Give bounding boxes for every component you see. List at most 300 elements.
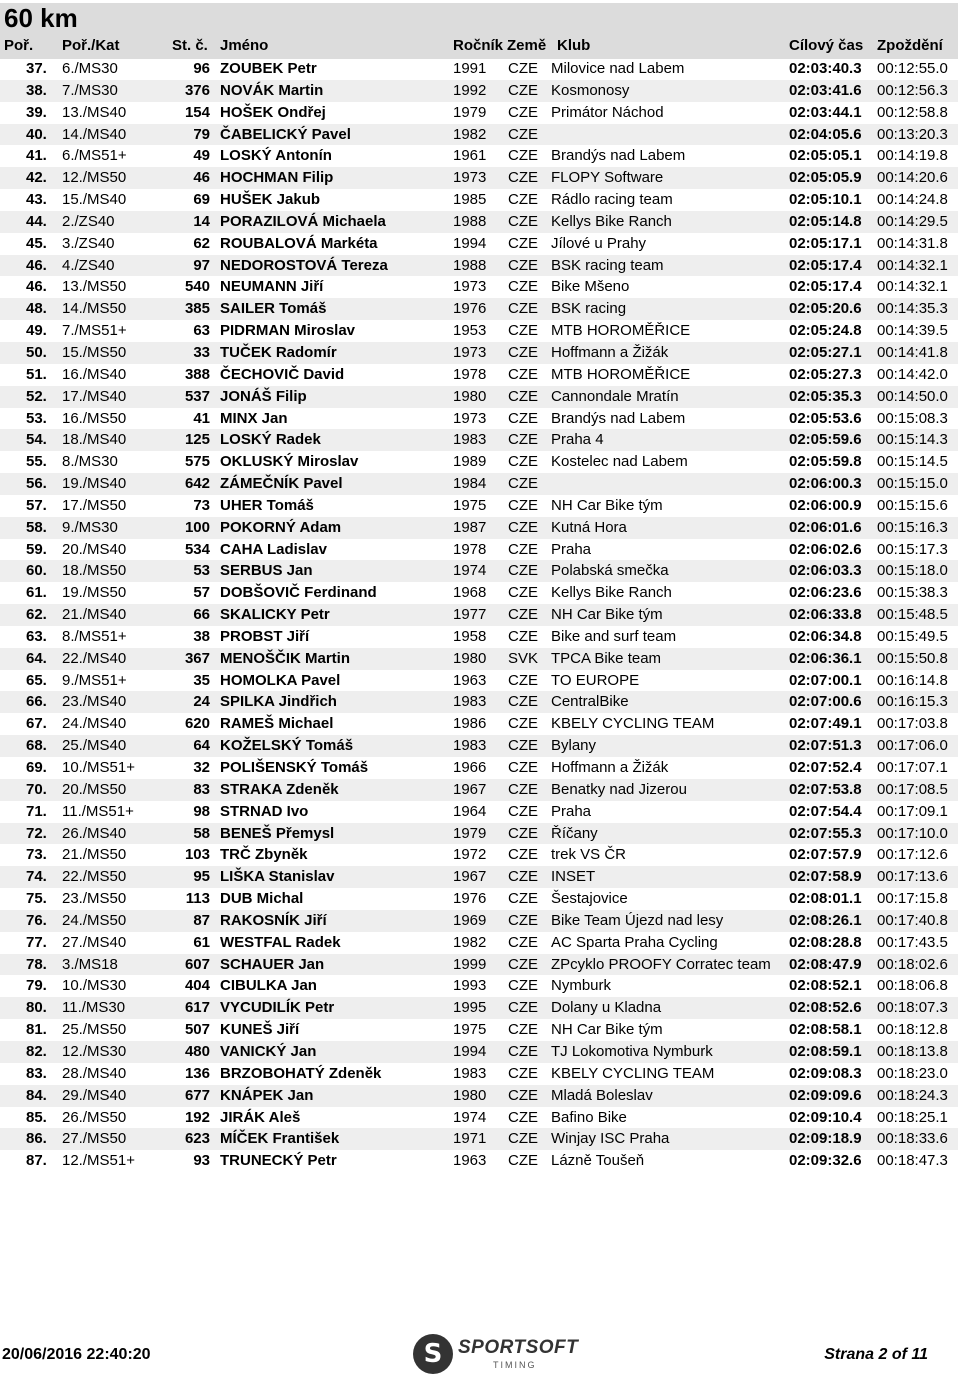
table-row	[0, 495, 958, 517]
name-cell: SERBUS Jan	[220, 562, 313, 580]
name-cell: HUŠEK Jakub	[220, 191, 321, 209]
bib-cell: 41	[193, 409, 210, 427]
finish-time-cell: 02:07:00.6	[789, 693, 862, 711]
bib-cell: 534	[184, 540, 210, 558]
country-cell: CZE	[508, 606, 538, 624]
year-cell: 1987	[453, 518, 487, 536]
club-cell: Praha	[551, 802, 592, 820]
header-bib: St. č.	[172, 37, 208, 54]
club-cell: Cannondale Mratín	[551, 387, 679, 405]
rank-cell: 54.	[26, 431, 47, 449]
year-cell: 1983	[453, 693, 487, 711]
category-cell: 8./MS30	[62, 453, 118, 471]
table-row	[0, 408, 958, 430]
country-cell: CZE	[508, 343, 538, 361]
country-cell: CZE	[508, 955, 538, 973]
name-cell: KOŽELSKÝ Tomáš	[220, 737, 354, 755]
country-cell: CZE	[508, 693, 538, 711]
category-cell: 16./MS40	[62, 365, 127, 383]
finish-time-cell: 02:08:28.8	[789, 933, 862, 951]
table-row	[0, 167, 958, 189]
club-cell: Brandýs nad Labem	[551, 409, 686, 427]
club-cell: Dolany u Kladna	[551, 999, 662, 1017]
name-cell: SCHAUER Jan	[220, 955, 325, 973]
finish-time-cell: 02:07:52.4	[789, 759, 862, 776]
gap-cell: 00:15:14.3	[877, 431, 948, 449]
gap-cell: 00:12:55.0	[877, 60, 948, 77]
name-cell: HOŠEK Ondřej	[220, 103, 326, 121]
bib-cell: 607	[184, 955, 210, 973]
category-cell: 11./MS51+	[62, 802, 134, 820]
gap-cell: 00:17:09.1	[877, 802, 948, 820]
name-cell: WESTFAL Radek	[220, 933, 341, 951]
rank-cell: 55.	[26, 453, 47, 471]
year-cell: 1963	[453, 1152, 487, 1170]
club-cell: Hoffmann a Žižák	[551, 343, 669, 361]
club-cell: FLOPY Software	[551, 169, 664, 187]
gap-cell: 00:14:32.1	[877, 256, 948, 274]
category-cell: 9./MS51+	[62, 671, 127, 689]
gap-cell: 00:18:33.6	[877, 1130, 948, 1148]
bib-cell: 66	[193, 606, 210, 624]
table-row	[0, 364, 958, 386]
bib-cell: 154	[184, 103, 210, 121]
year-cell: 1973	[453, 343, 487, 361]
bib-cell: 32	[193, 759, 210, 776]
name-cell: LOSKÝ Antonín	[220, 147, 332, 165]
rank-cell: 64.	[26, 649, 47, 667]
name-cell: ČECHOVIČ David	[220, 365, 345, 383]
club-cell: Bylany	[551, 737, 597, 755]
year-cell: 1971	[453, 1130, 487, 1148]
finish-time-cell: 02:09:08.3	[789, 1064, 862, 1082]
club-cell: Šestajovice	[551, 890, 628, 908]
finish-time-cell: 02:06:34.8	[789, 627, 862, 645]
header-finish-time: Cílový čas	[789, 37, 864, 54]
gap-cell: 00:17:43.5	[877, 933, 948, 951]
table-row	[0, 823, 958, 845]
header-name: Jméno	[220, 37, 269, 54]
name-cell: HOMOLKA Pavel	[220, 671, 341, 689]
category-cell: 12./MS50	[62, 169, 127, 187]
club-cell: KBELY CYCLING TEAM	[551, 715, 715, 733]
year-cell: 1984	[453, 475, 487, 493]
table-row	[0, 713, 958, 735]
finish-time-cell: 02:07:58.9	[789, 868, 862, 886]
rank-cell: 87.	[26, 1152, 47, 1170]
gap-cell: 00:18:12.8	[877, 1021, 948, 1039]
finish-time-cell: 02:06:23.6	[789, 584, 862, 602]
table-row	[0, 517, 958, 539]
country-cell: CZE	[508, 365, 538, 383]
country-cell: CZE	[508, 999, 538, 1017]
name-cell: SKALICKY Petr	[220, 606, 330, 624]
gap-cell: 00:17:40.8	[877, 911, 948, 929]
year-cell: 1983	[453, 1064, 487, 1082]
country-cell: CZE	[508, 60, 538, 77]
name-cell: MÍČEK František	[220, 1130, 340, 1148]
club-cell: TPCA Bike team	[551, 649, 662, 667]
header-country: Země	[507, 37, 547, 54]
table-row	[0, 102, 958, 124]
year-cell: 1979	[453, 103, 487, 121]
rank-cell: 40.	[26, 125, 47, 143]
country-cell: CZE	[508, 518, 538, 536]
club-cell: Jílové u Prahy	[551, 234, 647, 252]
club-cell: Praha	[551, 540, 592, 558]
year-cell: 1994	[453, 1042, 487, 1060]
gap-cell: 00:16:14.8	[877, 671, 948, 689]
year-cell: 1953	[453, 322, 487, 340]
bib-cell: 103	[184, 846, 210, 864]
country-cell: CZE	[508, 81, 538, 99]
bib-cell: 96	[193, 60, 210, 77]
table-row	[0, 276, 958, 298]
bib-cell: 388	[184, 365, 210, 383]
category-cell: 7./MS51+	[62, 322, 127, 340]
sportsoft-logo	[413, 1332, 579, 1378]
rank-cell: 75.	[26, 890, 47, 908]
finish-time-cell: 02:05:27.3	[789, 365, 862, 383]
gap-cell: 00:18:06.8	[877, 977, 948, 995]
finish-time-cell: 02:03:44.1	[789, 103, 862, 121]
country-cell: CZE	[508, 627, 538, 645]
finish-time-cell: 02:07:51.3	[789, 737, 862, 755]
category-cell: 4./ZS40	[62, 256, 115, 274]
year-cell: 1974	[453, 1108, 487, 1126]
name-cell: STRAKA Zdeněk	[220, 780, 339, 798]
rank-cell: 73.	[26, 846, 47, 864]
country-cell: CZE	[508, 1108, 538, 1126]
rank-cell: 52.	[26, 387, 47, 405]
category-cell: 18./MS40	[62, 431, 127, 449]
country-cell: CZE	[508, 977, 538, 995]
rank-cell: 50.	[26, 343, 47, 361]
country-cell: CZE	[508, 256, 538, 274]
country-cell: CZE	[508, 802, 538, 820]
bib-cell: 376	[184, 81, 210, 99]
table-row	[0, 429, 958, 451]
table-row	[0, 844, 958, 866]
country-cell: CZE	[508, 759, 538, 776]
club-cell: TO EUROPE	[551, 671, 640, 689]
table-row	[0, 80, 958, 102]
finish-time-cell: 02:05:14.8	[789, 212, 862, 230]
category-cell: 12./MS51+	[62, 1152, 135, 1170]
table-row	[0, 888, 958, 910]
table-row	[0, 997, 958, 1019]
header-category: Poř./Kat	[62, 37, 120, 54]
finish-time-cell: 02:07:49.1	[789, 715, 862, 733]
bib-cell: 367	[184, 649, 210, 667]
gap-cell: 00:18:13.8	[877, 1042, 948, 1060]
category-cell: 22./MS40	[62, 649, 127, 667]
bib-cell: 53	[193, 562, 210, 580]
finish-time-cell: 02:03:40.3	[789, 60, 862, 77]
club-cell: Kosmonosy	[551, 81, 630, 99]
gap-cell: 00:14:31.8	[877, 234, 948, 252]
year-cell: 1983	[453, 431, 487, 449]
finish-time-cell: 02:08:52.6	[789, 999, 862, 1017]
bib-cell: 46	[193, 169, 210, 187]
bib-cell: 79	[193, 125, 210, 143]
bib-cell: 73	[193, 496, 210, 514]
name-cell: MINX Jan	[220, 409, 288, 427]
club-cell: KBELY CYCLING TEAM	[551, 1064, 715, 1082]
bib-cell: 33	[193, 343, 210, 361]
category-cell: 17./MS50	[62, 496, 127, 514]
category-cell: 9./MS30	[62, 518, 118, 536]
table-row	[0, 189, 958, 211]
bib-cell: 14	[193, 212, 210, 230]
year-cell: 1988	[453, 212, 487, 230]
club-cell: Kostelec nad Labem	[551, 453, 688, 471]
rank-cell: 57.	[26, 496, 47, 514]
rank-cell: 56.	[26, 475, 47, 493]
category-cell: 24./MS40	[62, 715, 127, 733]
table-row	[0, 320, 958, 342]
gap-cell: 00:15:48.5	[877, 606, 948, 624]
rank-cell: 48.	[26, 300, 47, 318]
finish-time-cell: 02:03:41.6	[789, 81, 862, 99]
year-cell: 1999	[453, 955, 487, 973]
country-cell: CZE	[508, 715, 538, 733]
rank-cell: 76.	[26, 911, 47, 929]
table-row	[0, 233, 958, 255]
gap-cell: 00:15:49.5	[877, 627, 948, 645]
rank-cell: 45.	[26, 234, 47, 252]
rank-cell: 46.	[26, 278, 47, 296]
gap-cell: 00:17:06.0	[877, 737, 948, 755]
category-cell: 3./ZS40	[62, 234, 115, 252]
table-row	[0, 582, 958, 604]
gap-cell: 00:18:47.3	[877, 1152, 948, 1170]
year-cell: 1977	[453, 606, 487, 624]
name-cell: ČABELICKÝ Pavel	[220, 125, 351, 143]
year-cell: 1978	[453, 540, 487, 558]
year-cell: 1973	[453, 278, 487, 296]
year-cell: 1986	[453, 715, 487, 733]
rank-cell: 83.	[26, 1064, 47, 1082]
bib-cell: 93	[193, 1152, 210, 1170]
category-cell: 17./MS40	[62, 387, 127, 405]
bib-cell: 57	[193, 584, 210, 602]
country-cell: CZE	[508, 103, 538, 121]
finish-time-cell: 02:08:59.1	[789, 1042, 862, 1060]
gap-cell: 00:15:16.3	[877, 518, 948, 536]
club-cell: Mladá Boleslav	[551, 1086, 653, 1104]
name-cell: VANICKÝ Jan	[220, 1042, 317, 1060]
finish-time-cell: 02:05:05.9	[789, 169, 862, 187]
club-cell: Bike Team Újezd nad lesy	[551, 911, 724, 929]
gap-cell: 00:15:18.0	[877, 562, 948, 580]
rank-cell: 84.	[26, 1086, 47, 1104]
country-cell: CZE	[508, 911, 538, 929]
results-table	[0, 58, 958, 1172]
table-row	[0, 648, 958, 670]
table-row	[0, 1041, 958, 1063]
rank-cell: 42.	[26, 169, 47, 187]
country-cell: CZE	[508, 1086, 538, 1104]
table-row	[0, 560, 958, 582]
club-cell: Brandýs nad Labem	[551, 147, 686, 165]
finish-time-cell: 02:04:05.6	[789, 125, 862, 143]
sportsoft-logo-icon	[413, 1334, 453, 1374]
country-cell: CZE	[508, 1042, 538, 1060]
rank-cell: 66.	[26, 693, 47, 711]
category-cell: 29./MS40	[62, 1086, 127, 1104]
category-cell: 8./MS51+	[62, 627, 127, 645]
year-cell: 1978	[453, 365, 487, 383]
rank-cell: 80.	[26, 999, 47, 1017]
country-cell: CZE	[508, 562, 538, 580]
table-row	[0, 670, 958, 692]
finish-time-cell: 02:07:55.3	[789, 824, 862, 842]
bib-cell: 617	[184, 999, 210, 1017]
header-year: Ročník	[453, 37, 504, 54]
table-row	[0, 473, 958, 495]
finish-time-cell: 02:09:10.4	[789, 1108, 862, 1126]
rank-cell: 39.	[26, 103, 47, 121]
name-cell: RAMEŠ Michael	[220, 715, 334, 733]
category-cell: 13./MS50	[62, 278, 127, 296]
finish-time-cell: 02:05:59.6	[789, 431, 862, 449]
club-cell: trek VS ČR	[551, 846, 627, 864]
finish-time-cell: 02:07:54.4	[789, 802, 862, 820]
table-row	[0, 757, 958, 779]
country-cell: CZE	[508, 234, 538, 252]
country-cell: CZE	[508, 737, 538, 755]
category-cell: 10./MS30	[62, 977, 127, 995]
year-cell: 1967	[453, 868, 487, 886]
rank-cell: 53.	[26, 409, 47, 427]
club-cell: TJ Lokomotiva Nymburk	[551, 1042, 713, 1060]
category-cell: 23./MS40	[62, 693, 127, 711]
logo-name: SPORTSOFT	[458, 1337, 579, 1358]
club-cell: Benatky nad Jizerou	[551, 780, 687, 798]
club-cell: Bafino Bike	[551, 1108, 627, 1126]
table-row	[0, 124, 958, 146]
club-cell: Polabská smečka	[551, 562, 669, 580]
bib-cell: 192	[184, 1108, 210, 1126]
rank-cell: 38.	[26, 81, 47, 99]
table-row	[0, 1107, 958, 1129]
name-cell: OKLUSKÝ Miroslav	[220, 453, 359, 471]
bib-cell: 49	[193, 147, 210, 165]
rank-cell: 74.	[26, 868, 47, 886]
country-cell: CZE	[508, 1021, 538, 1039]
category-cell: 15./MS50	[62, 343, 127, 361]
name-cell: PORAZILOVÁ Michaela	[220, 212, 386, 230]
name-cell: CIBULKA Jan	[220, 977, 317, 995]
rank-cell: 60.	[26, 562, 47, 580]
name-cell: CAHA Ladislav	[220, 540, 327, 558]
finish-time-cell: 02:05:24.8	[789, 322, 862, 340]
category-cell: 19./MS50	[62, 584, 127, 602]
name-cell: KUNEŠ Jiří	[220, 1021, 300, 1039]
year-cell: 1974	[453, 562, 487, 580]
gap-cell: 00:15:17.3	[877, 540, 948, 558]
finish-time-cell: 02:07:53.8	[789, 780, 862, 798]
table-row	[0, 954, 958, 976]
category-cell: 15./MS40	[62, 191, 127, 209]
finish-time-cell: 02:05:53.6	[789, 409, 862, 427]
country-cell: CZE	[508, 475, 538, 493]
name-cell: ZÁMEČNÍK Pavel	[220, 475, 343, 493]
year-cell: 1980	[453, 387, 487, 405]
club-cell: Lázně Toušeň	[551, 1152, 645, 1170]
table-row	[0, 1085, 958, 1107]
table-row	[0, 691, 958, 713]
year-cell: 1961	[453, 147, 487, 165]
category-cell: 20./MS50	[62, 780, 127, 798]
category-cell: 16./MS50	[62, 409, 127, 427]
country-cell: CZE	[508, 1130, 538, 1148]
rank-cell: 79.	[26, 977, 47, 995]
club-cell: BSK racing	[551, 300, 627, 318]
bib-cell: 113	[185, 890, 210, 908]
bib-cell: 83	[193, 780, 210, 798]
gap-cell: 00:15:15.6	[877, 496, 948, 514]
gap-cell: 00:17:08.5	[877, 780, 948, 798]
finish-time-cell: 02:06:03.3	[789, 562, 862, 580]
bib-cell: 385	[184, 300, 210, 318]
bib-cell: 677	[184, 1086, 210, 1104]
page-title: 60 km	[4, 3, 78, 33]
rank-cell: 71.	[26, 802, 47, 820]
year-cell: 1975	[453, 1021, 487, 1039]
category-cell: 2./ZS40	[62, 212, 115, 230]
year-cell: 1991	[453, 60, 487, 77]
rank-cell: 67.	[26, 715, 47, 733]
category-cell: 7./MS30	[62, 81, 118, 99]
year-cell: 1976	[453, 300, 487, 318]
finish-time-cell: 02:07:00.1	[789, 671, 862, 689]
gap-cell: 00:15:14.5	[877, 453, 948, 471]
column-headers	[0, 35, 958, 57]
year-cell: 1982	[453, 125, 487, 143]
club-cell: Nymburk	[551, 977, 612, 995]
bib-cell: 404	[184, 977, 210, 995]
table-row	[0, 910, 958, 932]
club-cell: AC Sparta Praha Cycling	[551, 933, 718, 951]
year-cell: 1975	[453, 496, 487, 514]
header-gap: Zpoždění	[877, 37, 943, 54]
gap-cell: 00:17:15.8	[877, 890, 948, 908]
gap-cell: 00:17:13.6	[877, 868, 948, 886]
finish-time-cell: 02:08:01.1	[789, 890, 862, 908]
name-cell: BRZOBOHATÝ Zdeněk	[220, 1064, 382, 1082]
table-row	[0, 255, 958, 277]
club-cell: Milovice nad Labem	[551, 60, 685, 77]
finish-time-cell: 02:05:27.1	[789, 343, 862, 361]
table-row	[0, 735, 958, 757]
rank-cell: 59.	[26, 540, 47, 558]
bib-cell: 87	[193, 911, 210, 929]
bib-cell: 480	[184, 1042, 210, 1060]
year-cell: 1969	[453, 911, 487, 929]
finish-time-cell: 02:06:00.9	[789, 496, 862, 514]
table-row	[0, 342, 958, 364]
club-cell: MTB HOROMĚŘICE	[551, 365, 691, 383]
gap-cell: 00:14:19.8	[877, 147, 948, 165]
year-cell: 1967	[453, 780, 487, 798]
finish-time-cell: 02:08:52.1	[789, 977, 862, 995]
logo-subtitle: TIMING	[493, 1360, 537, 1370]
gap-cell: 00:18:02.6	[877, 955, 948, 973]
table-row	[0, 145, 958, 167]
category-cell: 21./MS40	[62, 606, 127, 624]
